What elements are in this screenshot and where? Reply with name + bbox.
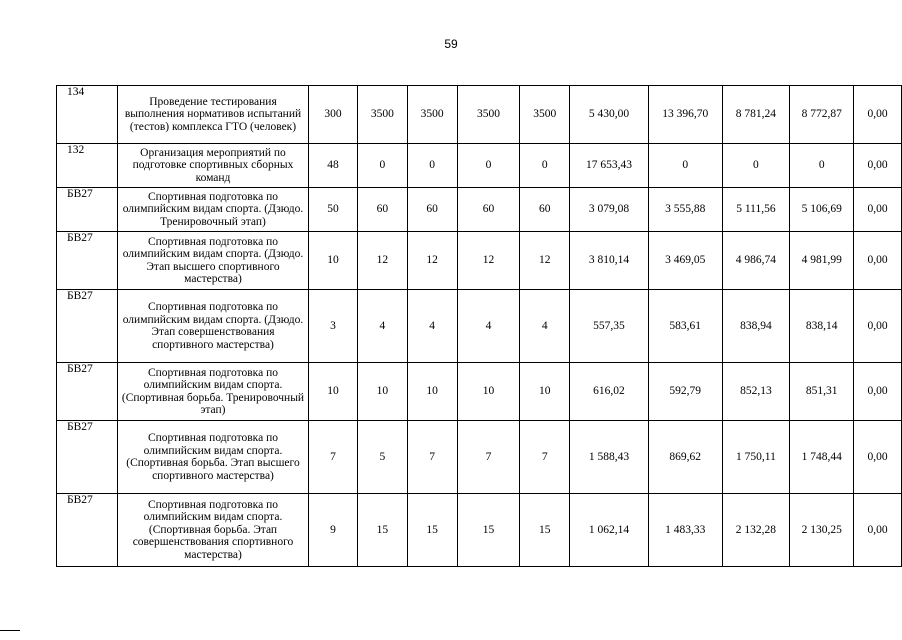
table-row xyxy=(57,290,902,363)
cell-value: 10 xyxy=(309,363,358,421)
row-name: Спортивная подготовка по олимпийским видам спорта. (Спортивная борьба. Тренировочный этап) xyxy=(117,363,308,421)
cell-value: 60 xyxy=(520,188,570,232)
page-number: 59 xyxy=(444,37,458,51)
cell-value: 7 xyxy=(520,421,570,494)
row-name: Проведение тестирования выполнения нормативов испытаний (тестов) комплекса ГТО (человек) xyxy=(117,86,308,144)
cell-value: 852,13 xyxy=(722,363,790,421)
cell-value: 8 781,24 xyxy=(722,86,790,144)
cell-value: 2 132,28 xyxy=(722,494,790,567)
row-name: Спортивная подготовка по олимпийским видам спорта. (Дзюдо. Тренировочный этап) xyxy=(117,188,308,232)
row-name: Спортивная подготовка по олимпийским видам спорта. (Дзюдо. Этап высшего спортивного мастерства) xyxy=(117,232,308,290)
cell-value: 60 xyxy=(357,188,407,232)
cell-value: 0 xyxy=(520,144,570,188)
cell-value: 0,00 xyxy=(854,232,902,290)
cell-value: 50 xyxy=(309,188,358,232)
cell-value: 4 xyxy=(407,290,457,363)
cell-value: 10 xyxy=(457,363,520,421)
cell-value: 838,14 xyxy=(790,290,854,363)
row-code: БВ27 xyxy=(57,363,118,421)
cell-value: 1 483,33 xyxy=(648,494,722,567)
cell-value: 4 981,99 xyxy=(790,232,854,290)
row-code: БВ27 xyxy=(57,421,118,494)
cell-value: 10 xyxy=(357,363,407,421)
cell-value: 4 xyxy=(357,290,407,363)
cell-value: 10 xyxy=(520,363,570,421)
cell-value: 0 xyxy=(722,144,790,188)
cell-value: 0 xyxy=(790,144,854,188)
cell-value: 7 xyxy=(457,421,520,494)
cell-value: 10 xyxy=(407,363,457,421)
cell-value: 12 xyxy=(457,232,520,290)
cell-value: 7 xyxy=(309,421,358,494)
cell-value: 12 xyxy=(357,232,407,290)
cell-value: 10 xyxy=(309,232,358,290)
row-name: Спортивная подготовка по олимпийским видам спорта. (Спортивная борьба. Этап совершенствования спортивного мастерства) xyxy=(117,494,308,567)
cell-value: 15 xyxy=(407,494,457,567)
cell-value: 0,00 xyxy=(854,86,902,144)
table-row xyxy=(57,144,902,188)
cell-value: 3500 xyxy=(457,86,520,144)
row-name: Спортивная подготовка по олимпийским видам спорта. (Дзюдо. Этап совершенствования спортивного мастерства) xyxy=(117,290,308,363)
row-name: Спортивная подготовка по олимпийским видам спорта. (Спортивная борьба. Этап высшего спортивного мастерства) xyxy=(117,421,308,494)
cell-value: 616,02 xyxy=(570,363,649,421)
row-code: 132 xyxy=(57,144,118,188)
cell-value: 1 748,44 xyxy=(790,421,854,494)
cell-value: 5 111,56 xyxy=(722,188,790,232)
cell-value: 0,00 xyxy=(854,144,902,188)
cell-value: 3 555,88 xyxy=(648,188,722,232)
cell-value: 4 xyxy=(520,290,570,363)
data-table xyxy=(56,85,902,567)
cell-value: 5 430,00 xyxy=(570,86,649,144)
cell-value: 0 xyxy=(357,144,407,188)
cell-value: 1 062,14 xyxy=(570,494,649,567)
cell-value: 0 xyxy=(407,144,457,188)
cell-value: 60 xyxy=(457,188,520,232)
table-row xyxy=(57,421,902,494)
cell-value: 12 xyxy=(520,232,570,290)
cell-value: 1 750,11 xyxy=(722,421,790,494)
cell-value: 1 588,43 xyxy=(570,421,649,494)
cell-value: 557,35 xyxy=(570,290,649,363)
cell-value: 48 xyxy=(309,144,358,188)
cell-value: 0,00 xyxy=(854,494,902,567)
row-code: 134 xyxy=(57,86,118,144)
row-code: БВ27 xyxy=(57,188,118,232)
cell-value: 838,94 xyxy=(722,290,790,363)
table-row xyxy=(57,363,902,421)
cell-value: 0 xyxy=(648,144,722,188)
cell-value: 4 986,74 xyxy=(722,232,790,290)
cell-value: 0,00 xyxy=(854,290,902,363)
cell-value: 60 xyxy=(407,188,457,232)
cell-value: 2 130,25 xyxy=(790,494,854,567)
cell-value: 3 810,14 xyxy=(570,232,649,290)
row-name: Организация мероприятий по подготовке спортивных сборных команд xyxy=(117,144,308,188)
cell-value: 4 xyxy=(457,290,520,363)
cell-value: 851,31 xyxy=(790,363,854,421)
cell-value: 0,00 xyxy=(854,363,902,421)
cell-value: 9 xyxy=(309,494,358,567)
cell-value: 0 xyxy=(457,144,520,188)
cell-value: 15 xyxy=(520,494,570,567)
table-row xyxy=(57,188,902,232)
row-code: БВ27 xyxy=(57,290,118,363)
cell-value: 3500 xyxy=(357,86,407,144)
cell-value: 17 653,43 xyxy=(570,144,649,188)
cell-value: 3 xyxy=(309,290,358,363)
row-code: БВ27 xyxy=(57,494,118,567)
cell-value: 583,61 xyxy=(648,290,722,363)
cell-value: 3 469,05 xyxy=(648,232,722,290)
row-code: БВ27 xyxy=(57,232,118,290)
cell-value: 0,00 xyxy=(854,188,902,232)
cell-value: 5 106,69 xyxy=(790,188,854,232)
cell-value: 0,00 xyxy=(854,421,902,494)
table-row xyxy=(57,232,902,290)
cell-value: 8 772,87 xyxy=(790,86,854,144)
cell-value: 5 xyxy=(357,421,407,494)
cell-value: 3 079,08 xyxy=(570,188,649,232)
cell-value: 15 xyxy=(457,494,520,567)
cell-value: 300 xyxy=(309,86,358,144)
cell-value: 869,62 xyxy=(648,421,722,494)
table-row xyxy=(57,86,902,144)
cell-value: 7 xyxy=(407,421,457,494)
cell-value: 15 xyxy=(357,494,407,567)
page-edge-mark xyxy=(0,630,20,631)
cell-value: 592,79 xyxy=(648,363,722,421)
cell-value: 3500 xyxy=(407,86,457,144)
table-row xyxy=(57,494,902,567)
cell-value: 3500 xyxy=(520,86,570,144)
cell-value: 13 396,70 xyxy=(648,86,722,144)
cell-value: 12 xyxy=(407,232,457,290)
